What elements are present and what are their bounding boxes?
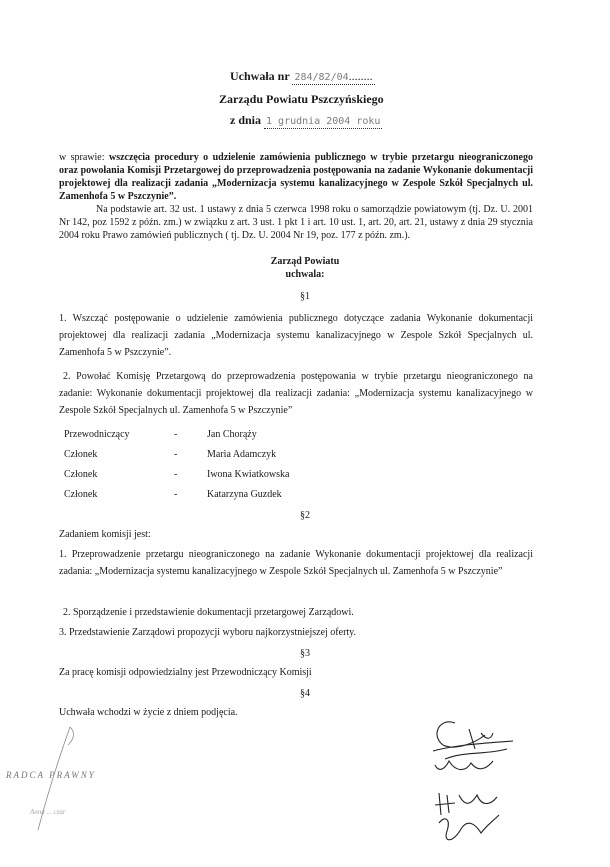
member-name: Jan Chorąży [207, 429, 257, 440]
decision-line1: Zarząd Powiatu [270, 256, 340, 267]
resolution-date [230, 113, 382, 129]
subject-paragraph [59, 151, 533, 203]
board-name: Zarządu Powiatu Pszczyńskiego [219, 92, 384, 106]
legal-counsel-stamp: RADCA PRAWNY [6, 770, 96, 780]
subject-intro: w sprawie: [59, 152, 105, 163]
resolution-label: Uchwała nr [230, 69, 290, 83]
member-role: Członek [64, 469, 98, 480]
section-1-heading: §1 [300, 291, 310, 302]
section-3-heading: §3 [300, 648, 310, 659]
member-name: Maria Adamczyk [207, 449, 277, 460]
member-name: Katarzyna Guzdek [207, 489, 282, 500]
subject-bold-text: wszczęcia procedury o udzielenie zamówienia publicznego w trybie przetargu nieograniczonego oraz powołania Komisji Przetargowej do przeprowadzenia postępowania na zadanie Wykonanie dokumentacji projektowej dla realizacji zadania „Modernizacja systemu kanalizacyjnego w Zespole Szkół Specjalnych ul. Zamenhofa 5 w Pszczynie”. [59, 152, 533, 202]
section-2-heading: §2 [300, 510, 310, 521]
resolution-title [230, 69, 375, 85]
section-3-text: Za pracę komisji odpowiedzialny jest Przewodniczący Komisji [59, 667, 312, 678]
section-1-point-1: 1. Wszcząć postępowanie o udzielenie zamówienia publicznego dotyczące zadania Wykonanie dokumentacji projektowej dla realizacji zadania „Modernizacja systemu kanalizacyjnego w Zespole Szkół Specjalnych ul. Zamenhofa 5 w Pszczynie”. [59, 313, 533, 358]
legal-counsel-stamp-name: Anna ... czar [30, 808, 66, 816]
legal-basis-paragraph: Na podstawie art. 32 ust. 1 ustawy z dnia 5 czerwca 1998 roku o samorządzie powiatowym (tj. Dz. U. 2001 Nr 142, poz 1592 z późn. zm.) w związku z art. 3 ust. 1 pkt 1 i art. 10 ust. 1, art. 20, art. 21, ustawy z dnia 29 stycznia 2004 roku Prawo zamówień publicznych ( tj. Dz. U. 2004 Nr 19, poz. 177 z późn. zm.). [59, 204, 533, 241]
date-value: 1 grudnia 2004 roku [266, 116, 381, 127]
member-dash: - [174, 489, 178, 500]
section-4-text: Uchwała wchodzi w życie z dniem podjęcia. [59, 707, 238, 718]
member-dash: - [174, 449, 178, 460]
date-field [264, 113, 382, 129]
board-signatures [425, 715, 535, 855]
date-prefix: z dnia [230, 113, 262, 127]
member-role: Członek [64, 449, 98, 460]
section-2-point-1: 1. Przeprowadzenie przetargu nieograniczonego na zadanie Wykonanie dokumentacji projektowej dla realizacji zadania: „Modernizacja systemu kanalizacyjnego w Zespole Szkół Specjalnych ul. Zamenhofa 5 w Pszczynie” [59, 549, 533, 577]
member-dash: - [174, 469, 178, 480]
member-name: Iwona Kwiatkowska [207, 469, 290, 480]
section-1-point-2: 2. Powołać Komisję Przetargową do przeprowadzenia postępowania w trybie przetargu nieograniczonego na zadanie: Wykonanie dokumentacji projektowej dla realizacji zadania: „Modernizacja systemu kanalizacyjnego w Zespole Szkół Specjalnych ul. Zamenhofa 5 w Pszczynie” [59, 371, 533, 416]
stamp-signature [30, 725, 80, 835]
member-role: Członek [64, 489, 98, 500]
resolution-number: 284/82/04 [294, 72, 349, 83]
decision-line2: uchwala: [285, 269, 325, 280]
section-2-point-2: 2. Sporządzenie i przedstawienie dokumentacji przetargowej Zarządowi. [63, 607, 354, 618]
section-4-heading: §4 [300, 688, 310, 699]
member-role: Przewodniczący [64, 429, 130, 440]
member-dash: - [174, 429, 178, 440]
resolution-number-field: 284/82/04........ [294, 69, 373, 83]
section-2-intro: Zadaniem komisji jest: [59, 529, 151, 540]
section-2-point-3: 3. Przedstawienie Zarządowi propozycji wyboru najkorzystniejszej oferty. [59, 627, 357, 638]
